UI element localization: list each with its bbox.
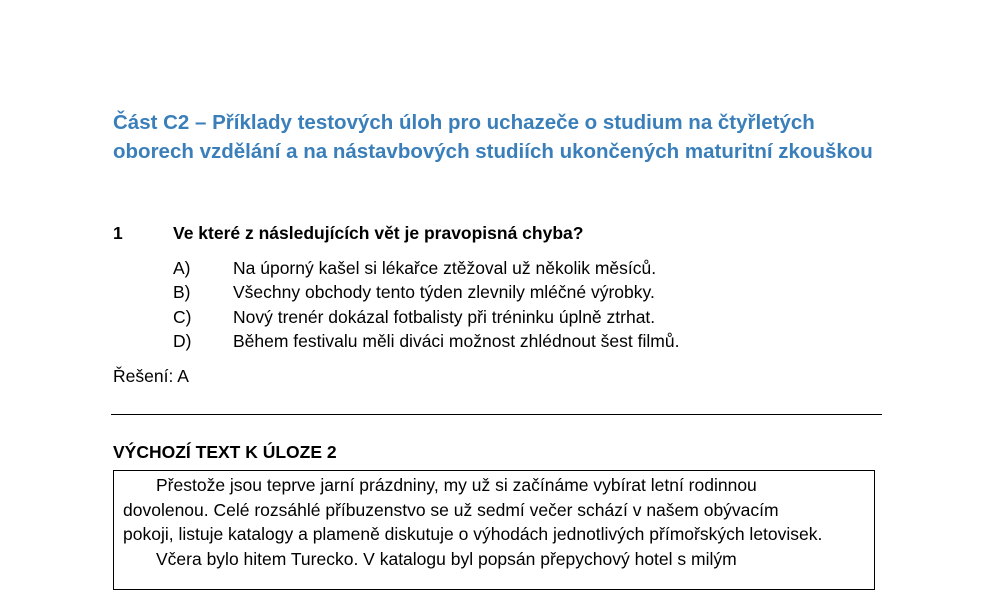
option-c — [173, 305, 679, 330]
option-text: Během festivalu měli diváci možnost zhlédnout šest filmů. — [233, 331, 680, 352]
option-b — [173, 281, 679, 306]
source-text-heading: VÝCHOZÍ TEXT K ÚLOZE 2 — [113, 442, 337, 462]
source-line-4: Včera bylo hitem Turecko. V katalogu byl popsán přepychový hotel s milým — [156, 548, 737, 569]
option-text: Nový trenér dokázal fotbalisty při tréninku úplně ztrhat. — [233, 306, 656, 327]
answer-options — [173, 256, 679, 354]
source-line-3: pokoji, listuje katalogy a plameně diskutuje o výhodách jednotlivých přímořských letovisek. — [123, 524, 823, 544]
solution-text: Řešení: A — [113, 366, 189, 386]
option-letter: C) — [173, 306, 192, 327]
option-d — [173, 330, 679, 355]
question-number: 1 — [113, 223, 123, 243]
section-divider — [111, 414, 882, 415]
option-letter: A) — [173, 257, 191, 278]
question-text: Ve které z následujících vět je pravopisná chyba? — [173, 223, 584, 243]
source-paragraph — [123, 547, 866, 572]
source-line-2: dovolenou. Celé rozsáhlé příbuzenstvo se už sedmí večer schází v našem obývacím — [123, 499, 779, 520]
section-title: Část C2 – Příklady testových úloh pro uchazeče o studium na čtyřletých oborech vzdělání a na nástavbových studiích ukončených maturitní zkouškou — [113, 111, 873, 163]
source-paragraph — [123, 473, 866, 498]
source-text-box — [113, 470, 875, 590]
option-text: Všechny obchody tento týden zlevnily mléčné výrobky. — [233, 282, 655, 303]
option-text: Na úporný kašel si lékařce ztěžoval už několik měsíců. — [233, 257, 657, 278]
option-letter: B) — [173, 282, 191, 303]
option-a — [173, 256, 679, 281]
option-letter: D) — [173, 331, 192, 352]
source-line-1: Přestože jsou teprve jarní prázdniny, my už si začínáme vybírat letní rodinnou — [156, 475, 757, 495]
